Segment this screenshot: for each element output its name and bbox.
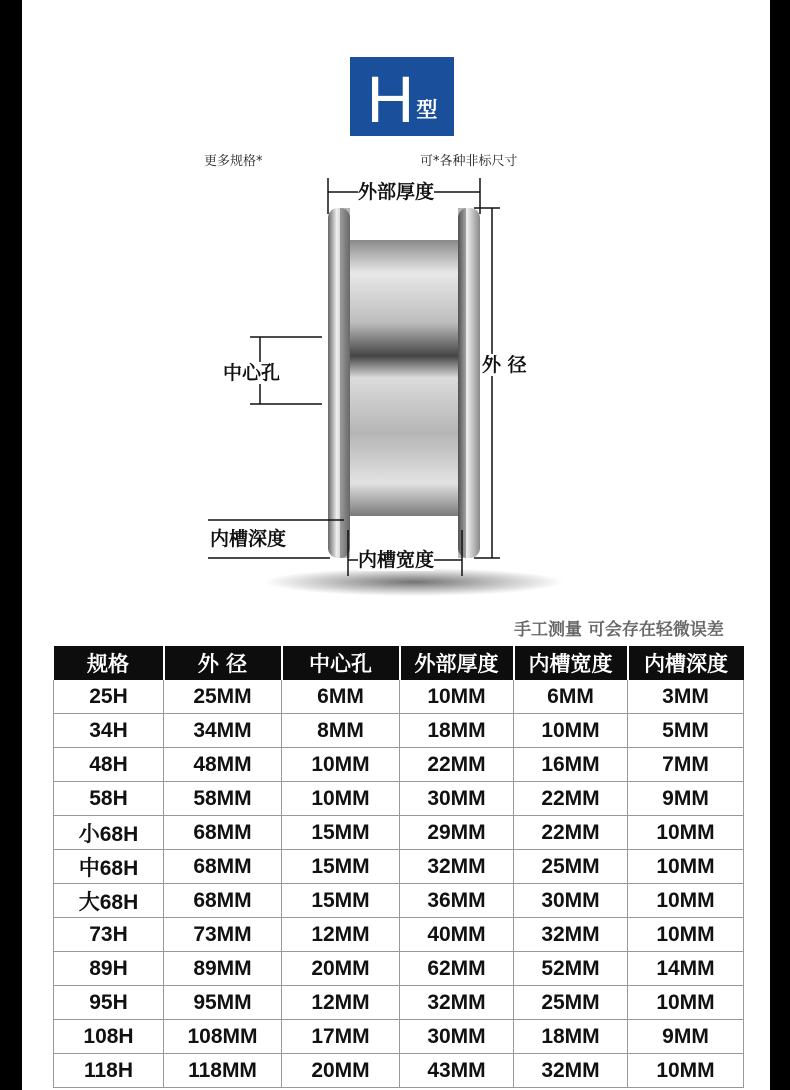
table-row (54, 816, 744, 850)
table-cell: 10MM (628, 1054, 744, 1088)
wheel-diagram (22, 170, 770, 610)
wheel-shadow (264, 568, 564, 596)
table-cell: 118MM (164, 1054, 282, 1088)
table-row (54, 714, 744, 748)
table-cell: 10MM (400, 680, 514, 714)
table-cell: 68MM (164, 850, 282, 884)
table-cell: 15MM (282, 850, 400, 884)
table-cell: 12MM (282, 918, 400, 952)
table-cell: 32MM (514, 918, 628, 952)
table-cell: 3MM (628, 680, 744, 714)
table-cell: 40MM (400, 918, 514, 952)
table-cell: 25MM (164, 680, 282, 714)
table-row (54, 680, 744, 714)
header-outer-diameter: 外 径 (164, 646, 282, 680)
header-outer-thickness: 外部厚度 (400, 646, 514, 680)
badge-suffix: 型 (416, 98, 438, 122)
header-groove-depth: 内槽深度 (628, 646, 744, 680)
table-cell: 10MM (628, 986, 744, 1020)
table-cell: 22MM (514, 782, 628, 816)
table-cell: 95H (54, 986, 164, 1020)
label-center-hole: 中心孔 (223, 362, 281, 384)
note-more-specs: 更多规格* (204, 154, 263, 169)
table-cell: 15MM (282, 816, 400, 850)
label-groove-width: 内槽宽度 (358, 549, 435, 571)
table-cell: 48H (54, 748, 164, 782)
table-cell: 17MM (282, 1020, 400, 1054)
table-row (54, 1020, 744, 1054)
table-cell: 32MM (514, 1054, 628, 1088)
table-cell: 29MM (400, 816, 514, 850)
table-row (54, 748, 744, 782)
table-cell: 中68H (54, 850, 164, 884)
header-spec: 规格 (54, 646, 164, 680)
table-cell: 62MM (400, 952, 514, 986)
measurement-caption: 手工测量 可会存在轻微误差 (514, 620, 724, 640)
table-cell: 68MM (164, 816, 282, 850)
table-cell: 22MM (400, 748, 514, 782)
table-cell: 20MM (282, 952, 400, 986)
table-cell: 34H (54, 714, 164, 748)
table-row (54, 850, 744, 884)
table-cell: 9MM (628, 782, 744, 816)
label-outer-thickness: 外部厚度 (358, 181, 435, 203)
table-cell: 10MM (628, 850, 744, 884)
table-cell: 14MM (628, 952, 744, 986)
table-cell: 30MM (400, 782, 514, 816)
table-cell: 18MM (400, 714, 514, 748)
table-row (54, 952, 744, 986)
table-cell: 9MM (628, 1020, 744, 1054)
table-cell: 25MM (514, 850, 628, 884)
table-cell: 6MM (514, 680, 628, 714)
table-cell: 5MM (628, 714, 744, 748)
table-cell: 20MM (282, 1054, 400, 1088)
table-cell: 32MM (400, 986, 514, 1020)
table-cell: 10MM (628, 918, 744, 952)
table-cell: 12MM (282, 986, 400, 1020)
table-cell: 43MM (400, 1054, 514, 1088)
table-row (54, 782, 744, 816)
table-cell: 73MM (164, 918, 282, 952)
table-cell: 108H (54, 1020, 164, 1054)
table-cell: 73H (54, 918, 164, 952)
table-cell: 32MM (400, 850, 514, 884)
table-header-row (54, 646, 744, 680)
table-cell: 10MM (628, 816, 744, 850)
table-cell: 48MM (164, 748, 282, 782)
table-cell: 30MM (400, 1020, 514, 1054)
table-cell: 7MM (628, 748, 744, 782)
table-cell: 大68H (54, 884, 164, 918)
spec-table (53, 646, 744, 1088)
table-row (54, 986, 744, 1020)
note-custom-sizes: 可*各种非标尺寸 (420, 154, 518, 169)
type-badge (350, 57, 454, 136)
label-outer-diameter: 外 径 (482, 354, 527, 376)
table-row (54, 884, 744, 918)
table-cell: 16MM (514, 748, 628, 782)
table-cell: 34MM (164, 714, 282, 748)
table-cell: 10MM (514, 714, 628, 748)
label-groove-depth: 内槽深度 (210, 528, 287, 550)
table-row (54, 918, 744, 952)
header-groove-width: 内槽宽度 (514, 646, 628, 680)
table-cell: 10MM (628, 884, 744, 918)
table-cell: 118H (54, 1054, 164, 1088)
wheel-hub (344, 240, 468, 516)
table-cell: 小68H (54, 816, 164, 850)
page (22, 0, 770, 1090)
table-cell: 95MM (164, 986, 282, 1020)
table-cell: 89H (54, 952, 164, 986)
table-cell: 8MM (282, 714, 400, 748)
table-cell: 22MM (514, 816, 628, 850)
table-cell: 10MM (282, 748, 400, 782)
table-cell: 6MM (282, 680, 400, 714)
table-cell: 58H (54, 782, 164, 816)
table-cell: 52MM (514, 952, 628, 986)
badge-letter: H (366, 62, 415, 136)
table-cell: 15MM (282, 884, 400, 918)
table-cell: 68MM (164, 884, 282, 918)
table-cell: 10MM (282, 782, 400, 816)
table-row (54, 1054, 744, 1088)
table-cell: 25MM (514, 986, 628, 1020)
table-cell: 36MM (400, 884, 514, 918)
table-cell: 58MM (164, 782, 282, 816)
table-cell: 108MM (164, 1020, 282, 1054)
table-cell: 30MM (514, 884, 628, 918)
header-center-hole: 中心孔 (282, 646, 400, 680)
table-cell: 18MM (514, 1020, 628, 1054)
table-cell: 89MM (164, 952, 282, 986)
table-cell: 25H (54, 680, 164, 714)
